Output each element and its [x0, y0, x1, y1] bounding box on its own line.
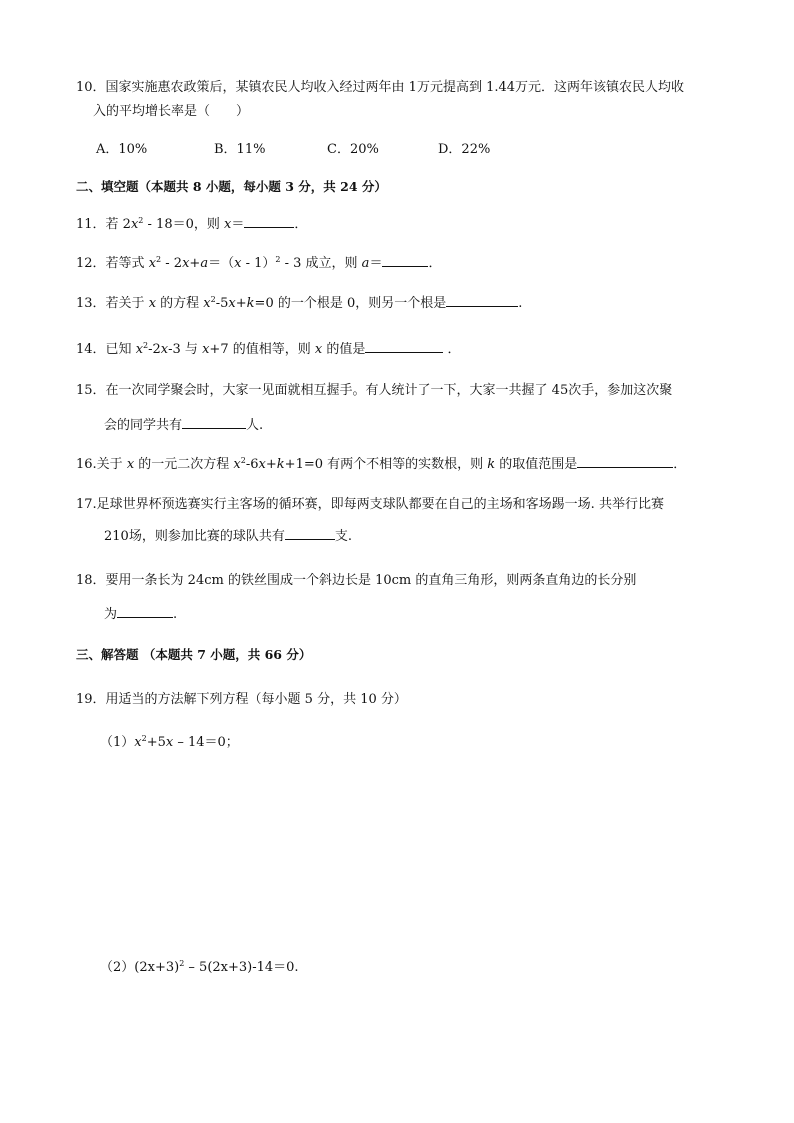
q15-line2-prefix: 会的同学共有 [104, 418, 183, 433]
q11-exp: 2 [138, 216, 144, 225]
section3-title: 三、解答题 （本题共 7 小题，共 66 分） [76, 647, 312, 662]
q11-mid: - 18＝0，则 [143, 217, 224, 232]
q12-var-x3: x [234, 256, 242, 271]
q14-end: ． [443, 342, 461, 357]
q16-var-k2: k [487, 457, 496, 472]
q17-answer-blank[interactable] [285, 527, 335, 540]
q12-p4: - 1） [241, 256, 276, 271]
q12-exp: 2 [156, 255, 162, 264]
section2-title: 二、填空题（本题共 8 小题，每小题 3 分，共 24 分） [76, 179, 387, 194]
q11-end: ． [294, 217, 308, 232]
q16-prefix: 16.关于 [76, 457, 127, 472]
q16-p5: 的取值范围是 [495, 457, 578, 472]
q15-line2 [104, 416, 263, 434]
q12-var-a: a [200, 256, 209, 271]
q12-var-x: x [148, 256, 157, 271]
q18-line1: 18．要用一条长为 24cm 的铁丝围成一个斜边长是 10cm 的直角三角形，则两条直角边的长分别 [76, 573, 637, 588]
q15-answer-blank[interactable] [182, 416, 246, 429]
q14-var-x4: x [314, 342, 323, 357]
q19-part1-end: – 14＝0； [173, 735, 239, 750]
q10-option-b: B．11% [214, 142, 266, 157]
q18-line2 [104, 605, 177, 623]
q12-p5: - 3 成立，则 [280, 256, 362, 271]
q14-var-x3: x [202, 342, 210, 357]
q12-p6: ＝ [369, 256, 383, 271]
q13 [76, 294, 522, 312]
q14-p2: -3 与 [168, 342, 203, 357]
q16-var-x: x [126, 457, 135, 472]
q12-p1: - 2 [161, 256, 183, 271]
q16-var-x3: x [258, 457, 266, 472]
q19-part1-exp: 2 [141, 734, 147, 743]
q19-part1 [100, 735, 239, 751]
q11-equals: ＝ [231, 217, 245, 232]
q16-p2: -6 [245, 457, 259, 472]
q10-option-d: D．22% [438, 142, 491, 157]
q10-line1: 10．国家实施惠农政策后，某镇农民人均收入经过两年由 1万元提高到 1.44万元．这两年该镇农民人均收 [76, 80, 685, 95]
q19-part1-var-x: x [134, 735, 142, 750]
q19-part1-mid: +5 [146, 735, 166, 750]
q14-p3: +7 的值相等，则 [209, 342, 315, 357]
q19-part2-end: – 5(2x+3)-14＝0. [184, 960, 299, 975]
q15-line2-end: 人. [246, 418, 264, 433]
q16-answer-blank[interactable] [577, 455, 673, 468]
q13-answer-blank[interactable] [446, 294, 518, 307]
q13-var-x2: x [203, 296, 211, 311]
q13-end: . [518, 296, 523, 311]
q13-var-k: k [246, 296, 255, 311]
q16-exp: 2 [240, 456, 246, 465]
q17-line2-prefix: 210场，则参加比赛的球队共有 [104, 529, 285, 544]
q19-title: 19．用适当的方法解下列方程（每小题 5 分，共 10 分） [76, 692, 407, 707]
q13-var-x: x [148, 296, 157, 311]
q17-line1: 17.足球世界杯预选赛实行主客场的循环赛，即每两支球队都要在自己的主场和客场踢一场. 共举行比赛 [76, 497, 664, 512]
q12-p2: + [189, 256, 201, 271]
q11-answer-blank[interactable] [244, 215, 294, 228]
q11-prefix: 11．若 2 [76, 217, 131, 232]
q10-option-c: C．20% [327, 142, 379, 157]
q11 [76, 215, 307, 233]
q12-prefix: 12．若等式 [76, 256, 149, 271]
q18-line2-end: . [173, 607, 178, 622]
q14-var-x: x [135, 342, 144, 357]
q16-p1: 的一元二次方程 [134, 457, 234, 472]
q19-part1-var-x2: x [165, 735, 174, 750]
q12-end: ． [428, 256, 442, 271]
q16-var-x2: x [233, 457, 241, 472]
q19-part2 [100, 960, 299, 976]
q13-var-x3: x [228, 296, 236, 311]
q14-p4: 的值是 [322, 342, 366, 357]
q14-var-x2: x [160, 342, 169, 357]
q13-exp: 2 [210, 295, 216, 304]
q17-line2-end: 支. [334, 529, 352, 544]
q16-end: ． [673, 457, 687, 472]
q19-part1-prefix: （1） [100, 735, 135, 750]
q18-line2-prefix: 为 [104, 607, 118, 622]
q16-p3: + [265, 457, 277, 472]
q12-var-a2: a [361, 256, 370, 271]
q12 [76, 254, 441, 272]
q18-answer-blank[interactable] [117, 605, 173, 618]
q19-part2-exp: 2 [179, 959, 185, 968]
q13-p4: =0 的一个根是 0，则另一个根是 [254, 296, 447, 311]
q16-p4: +1=0 有两个不相等的实数根，则 [284, 457, 488, 472]
q16 [76, 455, 686, 473]
q12-p3: ＝（ [208, 256, 235, 271]
q14-prefix: 14．已知 [76, 342, 136, 357]
q13-p2: -5 [215, 296, 229, 311]
q14-p1: -2 [148, 342, 161, 357]
q17-line2 [104, 527, 352, 545]
q15-line1: 15．在一次同学聚会时，大家一见面就相互握手。有人统计了一下，大家一共握了 45次手，参加这次聚 [76, 383, 673, 398]
q13-p1: 的方程 [156, 296, 204, 311]
q19-part2-prefix: （2）(2x+3) [100, 960, 180, 975]
q14-exp: 2 [143, 341, 149, 350]
q12-var-x2: x [182, 256, 190, 271]
q12-answer-blank[interactable] [382, 254, 428, 267]
q11-var-x: x [130, 217, 139, 232]
q14-answer-blank[interactable] [365, 340, 443, 353]
q13-prefix: 13．若关于 [76, 296, 149, 311]
q10-line2: 入的平均增长率是（ ） [93, 104, 250, 119]
q12-exp2: 2 [275, 255, 281, 264]
q10-option-a: A．10% [96, 142, 148, 157]
q14 [76, 340, 460, 358]
q13-p3: + [235, 296, 247, 311]
q11-var-x2: x [224, 217, 232, 232]
q16-var-k: k [276, 457, 285, 472]
